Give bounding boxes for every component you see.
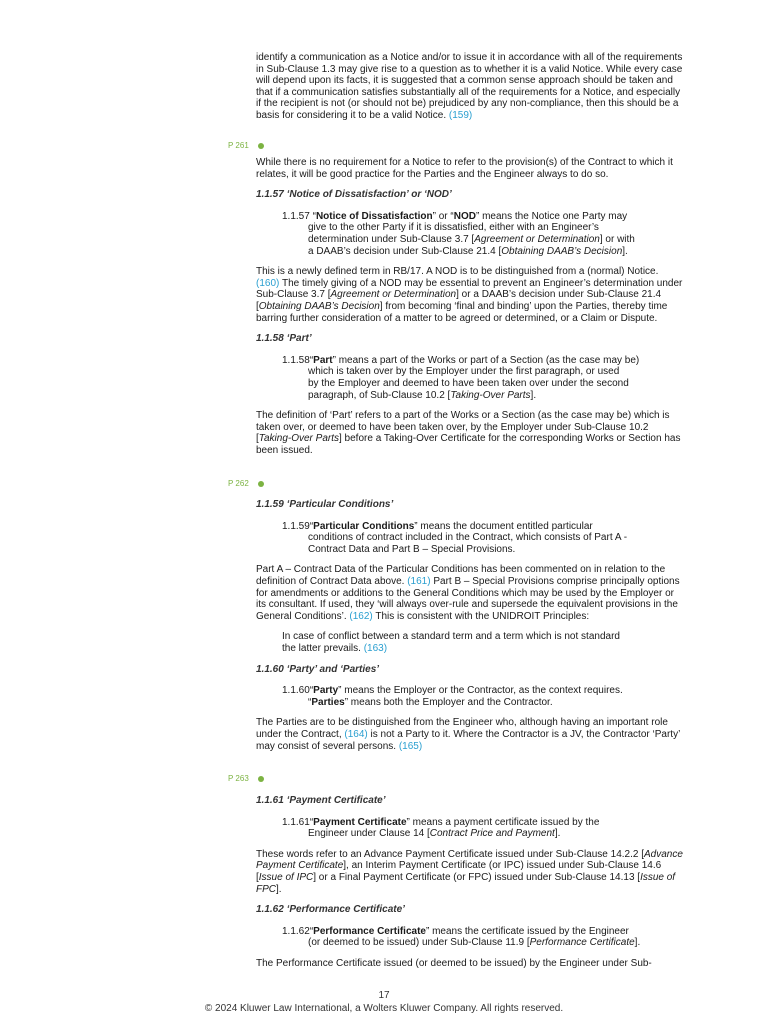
defined-term: Payment Certificate bbox=[313, 816, 407, 828]
heading-1-1-59: 1.1.59 ‘Particular Conditions’ bbox=[256, 499, 394, 510]
heading-1-1-58: 1.1.58 ‘Part’ bbox=[256, 333, 312, 345]
definition-1-1-58: 1.1.58“Part” means a part of the Works or part of a Section (as the case may be) which is taken over by the Employer under the first paragraph, or used by the Employer and deemed to have been taken over under the second paragraph, of Sub-Clause 10.2 [Taking-Over Parts]. bbox=[282, 354, 640, 401]
definition-1-1-60: 1.1.60“Party” means the Employer or the Contractor, as the context requires. “Parties” means both the Employer and the Contractor. bbox=[282, 685, 623, 708]
footnote-ref-165[interactable]: (165) bbox=[398, 740, 423, 752]
copyright-notice: © 2024 Kluwer Law International, a Wolters Kluwer Company. All rights reserved. bbox=[204, 1003, 564, 1014]
definition-1-1-59: 1.1.59“Particular Conditions” means the document entitled particular conditions of contract included in the Contract, which consists of Part A - Contract Data and Part B – Special Provisions. bbox=[282, 520, 628, 555]
footnote-ref-159[interactable]: (159) bbox=[448, 109, 473, 121]
paragraph-nod-explanation: This is a newly defined term in RB/17. A NOD is to be distinguished from a (normal) Notice. (160) The timely giving of a NOD may be essential to prevent an Engineer’s determination under Sub-Clause 3.7 [Agreement or Determination] or a DAAB’s decision under Sub-Clause 21.4 [Obtaining DAAB’s Decision] from becoming ‘final and binding’ upon the Parties, thereby time barring further consideration of a matter to be agreed or determined, or a Claim or Dispute. bbox=[256, 266, 683, 324]
body-section-2 bbox=[256, 499, 684, 761]
page-number: 17 bbox=[378, 990, 390, 1001]
defined-term: Particular Conditions bbox=[313, 520, 415, 532]
defined-term: Party bbox=[313, 685, 339, 697]
body-section-1 bbox=[256, 157, 684, 465]
footnote-ref-163[interactable]: (163) bbox=[363, 642, 388, 654]
page-marker-262 bbox=[228, 478, 278, 490]
footnote-ref-162[interactable]: (162) bbox=[349, 610, 373, 622]
paragraph-parties-explanation: The Parties are to be distinguished from the Engineer who, although having an important role under the Contract, (164) is not a Party to it. Where the Contractor is a JV, the Contractor ‘Party’ may consist of several persons. (165) bbox=[256, 717, 680, 752]
body-top bbox=[256, 52, 684, 131]
page-marker-263 bbox=[228, 773, 278, 785]
defined-term: Performance Certificate bbox=[313, 925, 426, 937]
heading-1-1-57: 1.1.57 ‘Notice of Dissatisfaction’ or ‘NOD’ bbox=[256, 189, 452, 201]
heading-1-1-62: 1.1.62 ‘Performance Certificate’ bbox=[256, 904, 405, 916]
defined-term: Notice of Dissatisfaction bbox=[315, 210, 433, 222]
footnote-ref-164[interactable]: (164) bbox=[344, 728, 368, 740]
definition-1-1-57: 1.1.57 “Notice of Dissatisfaction” or “NOD” means the Notice one Party may give to the other Party if it is dissatisfied, either with an Engineer’s determination under Sub-Clause 3.7 [Agreement or Determination] or with a DAAB’s decision under Sub-Clause 21.4 [Obtaining DAAB’s Decision]. bbox=[282, 210, 635, 257]
heading-1-1-60: 1.1.60 ‘Party’ and ‘Parties’ bbox=[256, 663, 380, 675]
defined-term: NOD bbox=[453, 210, 476, 222]
footnote-ref-160[interactable]: (160) bbox=[256, 277, 280, 289]
block-quote-unidroit: In case of conflict between a standard term and a term which is not standard the latter prevails. (163) bbox=[282, 631, 620, 654]
heading-1-1-61: 1.1.61 ‘Payment Certificate’ bbox=[256, 795, 386, 806]
body-section-3 bbox=[256, 795, 684, 979]
page-marker-dot-icon bbox=[258, 481, 264, 487]
defined-term: Part bbox=[313, 354, 333, 366]
paragraph-notice-validity: identify a communication as a Notice and/or to issue it in accordance with all of the requirements in Sub-Clause 1.3 may give rise to a question as to whether it is a valid Notice. While every case will depend upon its facts, it is suggested that a common sense approach should be taken and that if a communication satisfies substantially all of the requirements for a Notice, and especially if the recipient is not (or should not be) prejudiced by any non-compliance, then this should be a basis for considering it to be a valid Notice. (159) bbox=[256, 52, 683, 121]
paragraph-payment-certificates: These words refer to an Advance Payment Certificate issued under Sub-Clause 14.2.2 [Advance Payment Certificate], an Interim Payment Certificate (or IPC) issued under Sub-Clause 14.6 [Issue of IPC] or a Final Payment Certificate (or FPC) issued under Sub-Clause 14.13 [Issue of FPC]. bbox=[256, 848, 683, 895]
page-marker-label: P 263 bbox=[228, 774, 249, 783]
page-marker-261 bbox=[228, 140, 278, 152]
footnote-ref-161[interactable]: (161) bbox=[407, 575, 431, 587]
page-marker-label: P 262 bbox=[228, 479, 249, 488]
paragraph-performance-certificate: The Performance Certificate issued (or deemed to be issued) by the Engineer under Sub- bbox=[256, 957, 652, 969]
definition-1-1-62: 1.1.62“Performance Certificate” means the certificate issued by the Engineer (or deemed to be issued) under Sub-Clause 11.9 [Performance Certificate]. bbox=[282, 925, 641, 949]
page-marker-dot-icon bbox=[258, 776, 264, 782]
page-marker-dot-icon bbox=[258, 143, 264, 149]
page-marker-label: P 261 bbox=[228, 141, 249, 150]
paragraph-part-explanation: The definition of ‘Part’ refers to a part of the Works or a Section (as the case may be) which is taken over, or deemed to have been taken over, by the Employer under Sub-Clause 10.2 [Taking-Over Parts] before a Taking-Over Certificate for the corresponding Works or Section has been issued. bbox=[256, 410, 681, 456]
paragraph-particular-conditions: Part A – Contract Data of the Particular Conditions has been commented on in relation to the definition of Contract Data above. (161) Part B – Special Provisions comprise principally options for amendments or additions to the General Conditions which may be used by the Employer or its consultant. If used, they ‘will always over-rule and supersede the equivalent provisions in the General Conditions’. (162) This is consistent with the UNIDROIT Principles: bbox=[256, 564, 680, 622]
paragraph-notice-practice: While there is no requirement for a Notice to refer to the provision(s) of the Contract to which it relates, it will be good practice for the Parties and the Engineer always to do so. bbox=[256, 157, 673, 180]
defined-term: Parties bbox=[311, 696, 345, 708]
definition-1-1-61: 1.1.61“Payment Certificate” means a payment certificate issued by the Engineer under Clause 14 [Contract Price and Payment]. bbox=[282, 816, 600, 840]
